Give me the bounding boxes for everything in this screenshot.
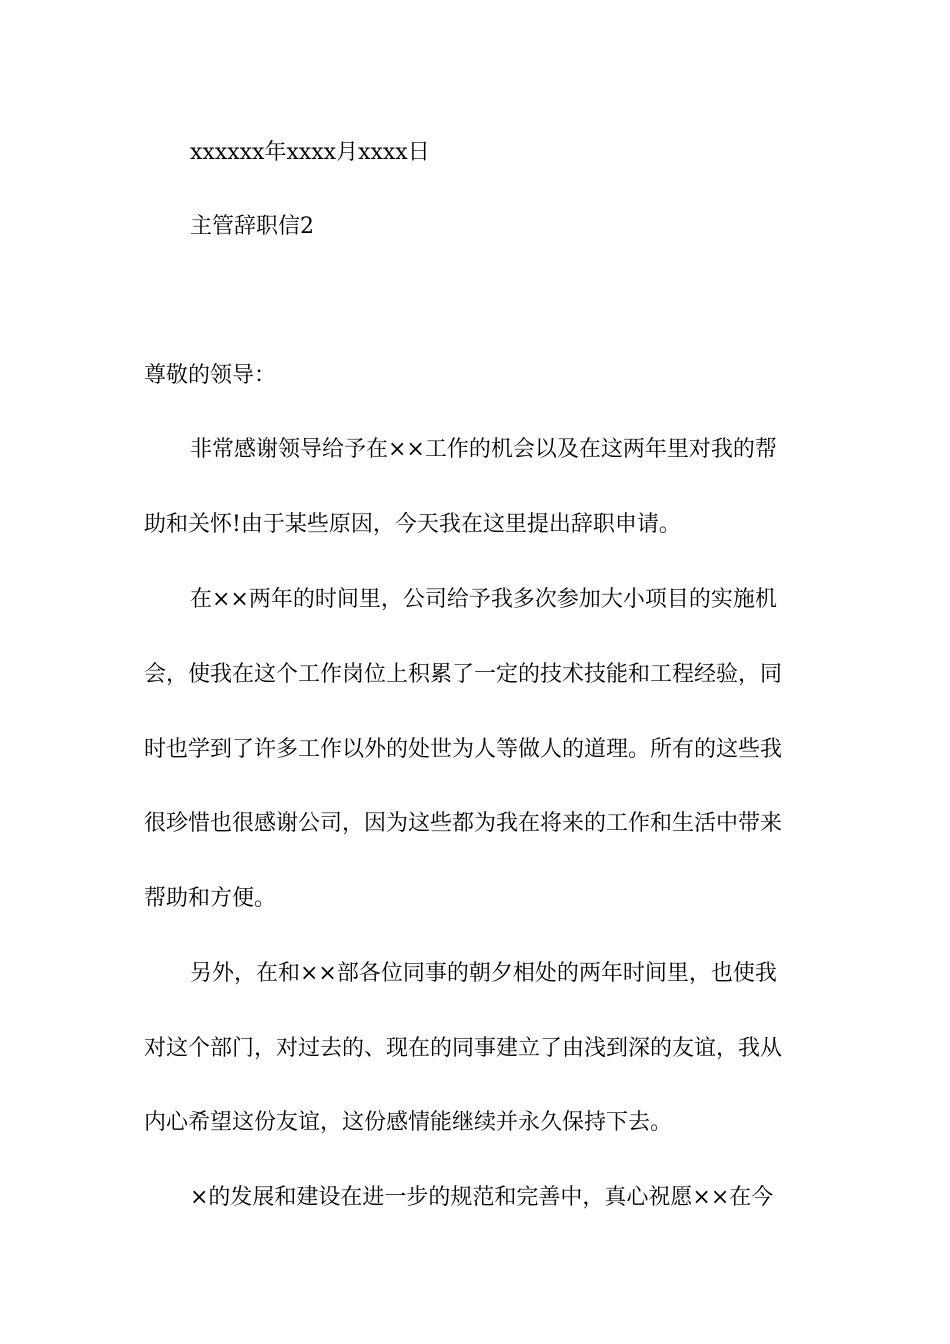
salutation: 尊敬的领导： — [144, 363, 277, 388]
body-line: 助和关怀!由于某些原因，今天我在这里提出辞职申请。 — [144, 512, 681, 537]
body-line: 另外，在和××部各位同事的朝夕相处的两年时间里，也使我 — [190, 961, 777, 986]
body-line: 非常感谢领导给予在××工作的机会以及在这两年里对我的帮 — [190, 437, 777, 462]
body-line: 会，使我在这个工作岗位上积累了一定的技术技能和工程经验，同 — [144, 662, 783, 687]
date-line: xxxxxx年xxxx月xxxx日 — [190, 140, 430, 165]
body-line: 时也学到了许多工作以外的处世为人等做人的道理。所有的这些我 — [144, 737, 783, 762]
body-line: 帮助和方便。 — [144, 886, 277, 911]
body-line: 在××两年的时间里，公司给予我多次参加大小项目的实施机 — [190, 587, 777, 612]
body-line: 内心希望这份友谊，这份感情能继续并永久保持下去。 — [144, 1110, 673, 1135]
body-line: 对这个部门，对过去的、现在的同事建立了由浅到深的友谊，我从 — [144, 1036, 783, 1061]
document-heading: 主管辞职信2 — [190, 214, 314, 239]
body-line: ×的发展和建设在进一步的规范和完善中，真心祝愿××在今 — [190, 1185, 774, 1210]
body-line: 很珍惜也很感谢公司，因为这些都为我在将来的工作和生活中带来 — [144, 811, 783, 836]
